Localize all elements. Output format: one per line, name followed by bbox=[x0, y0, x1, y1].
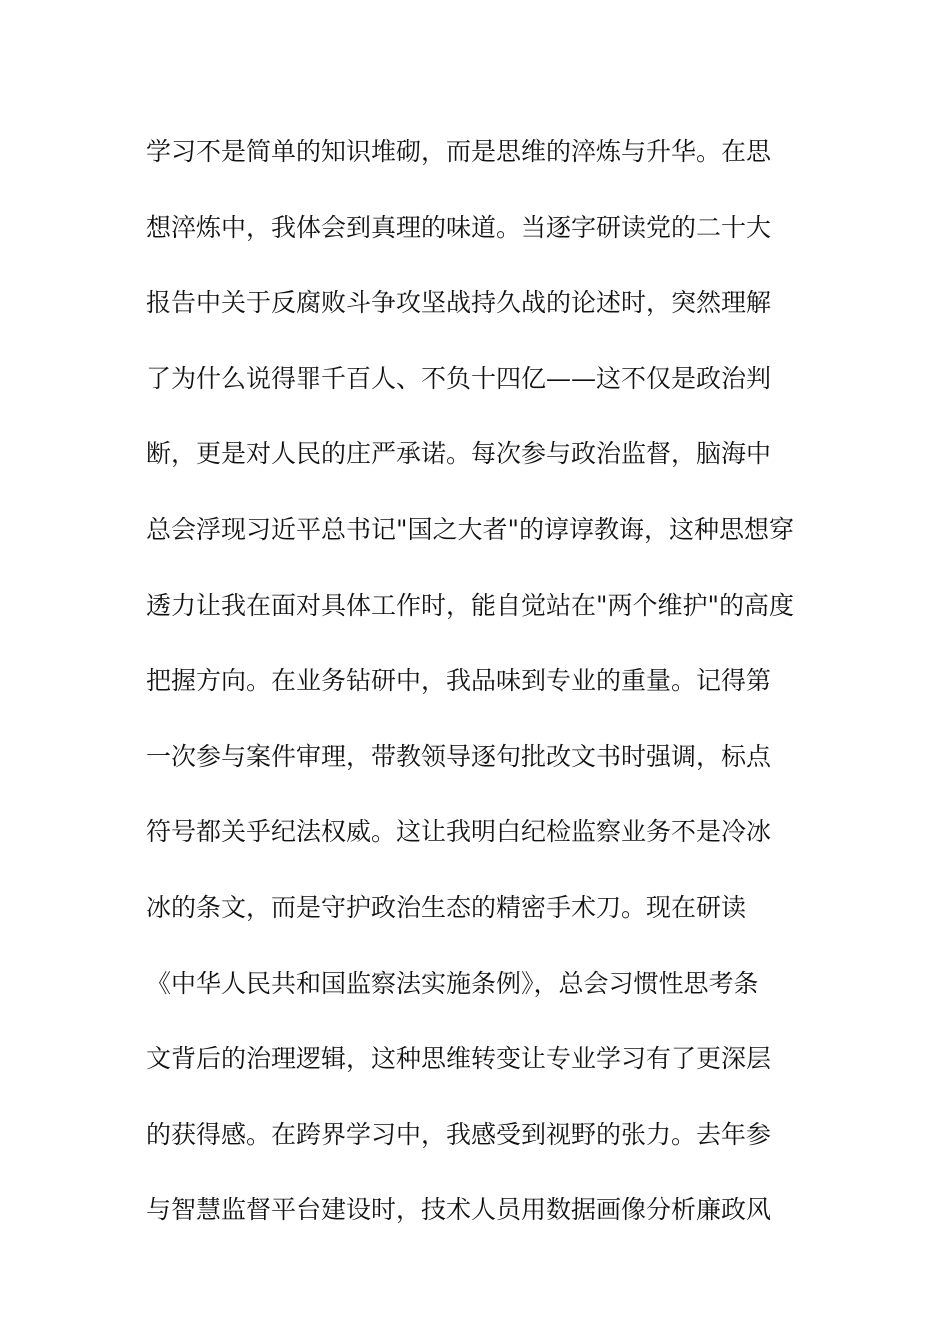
text-line: 文背后的治理逻辑，这种思维转变让专业学习有了更深层 bbox=[146, 1044, 772, 1074]
text-line: 了为什么说得罪千百人、不负十四亿——这不仅是政治判 bbox=[146, 363, 772, 393]
text-line: 断，更是对人民的庄严承诺。每次参与政治监督，脑海中 bbox=[146, 439, 772, 469]
text-line: 符号都关乎纪法权威。这让我明白纪检监察业务不是冷冰 bbox=[146, 817, 772, 847]
text-line: 透力让我在面对具体工作时，能自觉站在"两个维护"的高度 bbox=[146, 590, 795, 620]
body-text bbox=[146, 127, 816, 1261]
text-line: 与智慧监督平台建设时，技术人员用数据画像分析廉政风 bbox=[146, 1195, 772, 1225]
text-line: 想淬炼中，我体会到真理的味道。当逐字研读党的二十大 bbox=[146, 212, 772, 242]
text-line: 把握方向。在业务钻研中，我品味到专业的重量。记得第 bbox=[146, 666, 772, 696]
text-line: 报告中关于反腐败斗争攻坚战持久战的论述时，突然理解 bbox=[146, 288, 772, 318]
text-line: 学习不是简单的知识堆砌，而是思维的淬炼与升华。在思 bbox=[146, 137, 772, 166]
text-line: 《中华人民共和国监察法实施条例》，总会习惯性思考条 bbox=[146, 968, 759, 998]
text-line: 总会浮现习近平总书记"国之大者"的谆谆教诲，这种思想穿 bbox=[146, 514, 795, 544]
text-line: 冰的条文，而是守护政治生态的精密手术刀。现在研读 bbox=[146, 892, 747, 922]
text-line: 一次参与案件审理，带教领导逐句批改文书时强调，标点 bbox=[146, 741, 772, 771]
text-line: 的获得感。在跨界学习中，我感受到视野的张力。去年参 bbox=[146, 1119, 772, 1149]
